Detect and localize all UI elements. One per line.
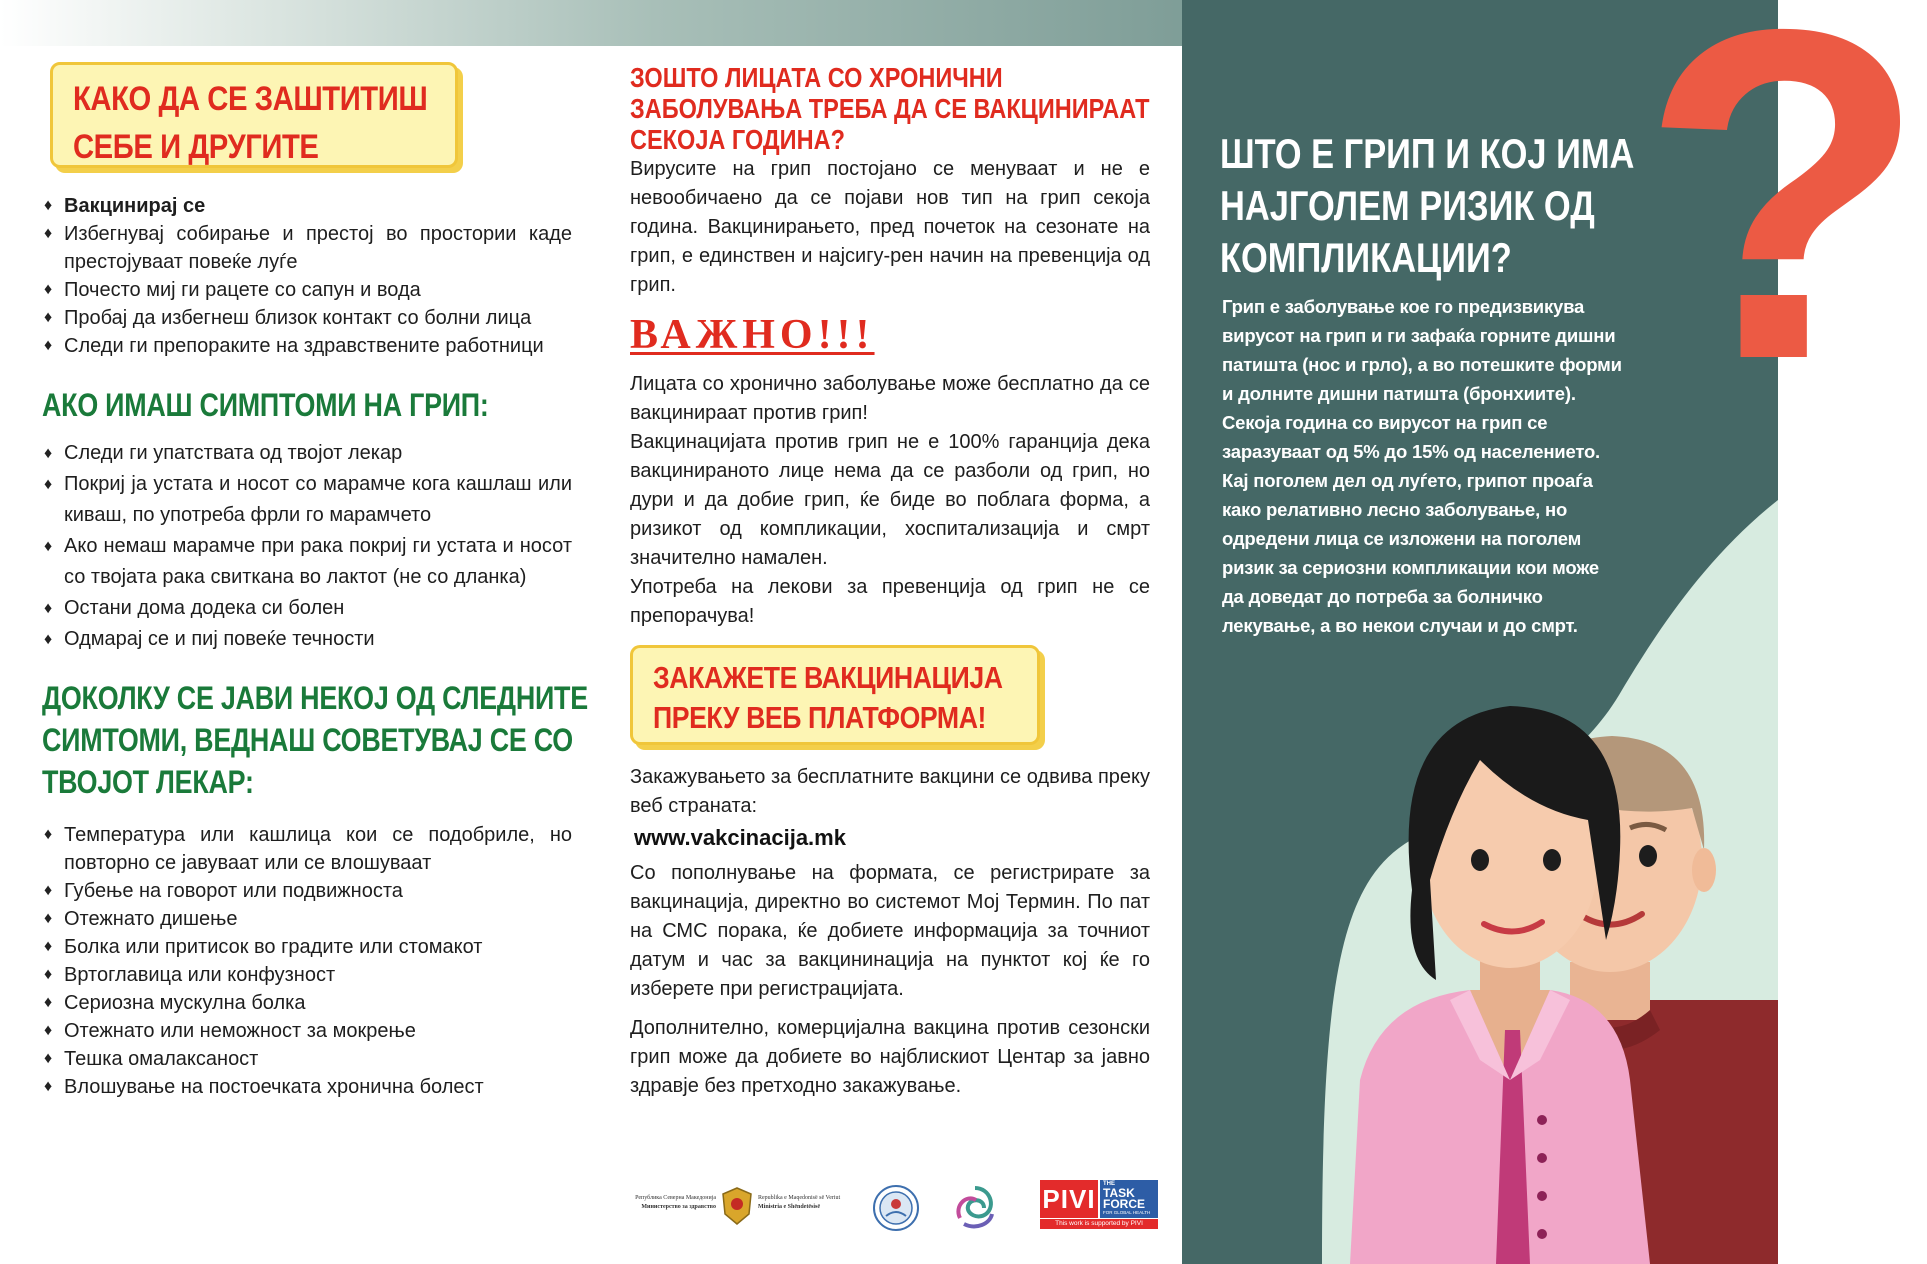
list-item: ♦ Отежнато или неможност за мокрење [42,1017,572,1045]
pivi-caption: This work is supported by PIVI [1040,1219,1158,1229]
list-item: ♦ Сериозна мускулна болка [42,989,572,1017]
partner-ribbon-logo [950,1184,1000,1230]
symptoms-list [42,438,572,655]
list-item: ♦ Вртоглавица или конфузност [42,961,572,989]
doctor-list [42,821,572,1101]
people-illustration [1320,700,1778,1264]
symptoms-heading: АКО ИМАШ СИМПТОМИ НА ГРИП: [42,387,489,423]
right-title [1220,128,1635,284]
important-text [630,370,1150,631]
list-item: ♦ Остани дома додека си болен [42,593,572,624]
top-gradient-bar [0,0,1190,46]
list-item: ♦ Губење на говорот или подвижноста [42,877,572,905]
logo-strip [624,1180,1160,1246]
list-item: ♦ Избегнувај собирање и престој во простории каде престојуваат повеќе луѓе [42,220,572,276]
chronic-heading [630,62,1150,155]
right-title-line: КОМПЛИКАЦИИ? [1220,234,1512,281]
list-item: ♦ Следи ги препораките на здравствените работници [42,332,572,360]
protect-badge [50,62,458,168]
protect-title-line: КАКО ДА СЕ ЗАШТИТИШ [73,80,428,118]
pivi-wordmark: PIVI [1040,1180,1098,1218]
vaccination-url-link[interactable]: www.vakcinacija.mk [634,825,846,850]
chronic-heading-line: СЕКОЈА ГОДИНА? [630,124,845,155]
doctor-heading-line: ТВОЈОТ ЛЕКАР: [42,764,254,800]
doctor-heading-line: ДОКОЛКУ СЕ ЈАВИ НЕКОЈ ОД СЛЕДНИТЕ [42,680,588,716]
list-item: ♦ Отежнато дишење [42,905,572,933]
list-item: ♦ Одмарај се и пиј повеќе течности [42,624,572,655]
web-text: Закажувањето за бесплатните вакцини се одвива преку веб страната: [630,766,1150,817]
doctor-heading [42,677,588,803]
form-text: Со пополнување на формата, се регистрирате за вакцинација, директно во системот Мој Термин. По пат на СМС порака, ќе добиете информација за точниот датум и час за вакцининација на пунктот кој ќе го изберете при регистрацијата. [630,862,1150,1000]
platform-badge-line: ЗАКАЖЕТЕ ВАКЦИНАЦИЈА [653,660,1003,695]
list-item: ♦ Ако немаш марамче при рака покриј ги устата и носот со твојата рака свиткана во лактот (не со дланка) [42,531,572,593]
protect-title-line: СЕБЕ И ДРУГИТЕ [73,128,319,166]
important-paragraph: Употреба на лекови за превенција од грип не се препорачува! [630,576,1150,627]
list-item: ♦ Болка или притисок во градите или стомакот [42,933,572,961]
left-column [42,60,588,1101]
ministry-al-text: Republika e Maqedonisë së Veriut Ministria e Shëndetësisë [758,1195,841,1210]
ministry-mk-text: Република Северна Македонија Министерство за здравство [635,1195,716,1210]
doctor-heading-line: СИМТОМИ, ВЕДНАШ СОВЕТУВАЈ СЕ СО [42,722,573,758]
important-paragraph: Вакцинацијата против грип не е 100% гаранција дека вакцинираното лице нема да се разболи од грип, но дури и да добие грип, ќе биде во поблага форма, а ризикот од компликации, хоспитализација и смрт значително намален. [630,431,1150,569]
list-item: ♦ Покриј ја устата и носот со марамче кога кашлаш или киваш, по употреба фрли го марамчето [42,469,572,531]
flu-description: Грип е заболување кое го предизвикува вирусот на грип и ги зафаќа горните дишни патишта (нос и грло), а во потешките форми и долните дишни патишта (бронхиите). Секоја година со вирусот на грип се заразуваат од 5% до 15% од населението. Кај поголем дел од луѓето, грипот проаѓа како релативно лесно заболување, но одредени лица се изложени на поголем ризик за сериозни компликации кои може да доведат до потреба за болничко лекување, а во некои случаи и до смрт. [1222,296,1622,636]
important-paragraph: Лицата со хронично заболување може бесплатно да се вакцинираат против грип! [630,373,1150,424]
question-mark-graphic: ? [1640,0,1927,457]
chronic-heading-line: ЗОШТО ЛИЦАТА СО ХРОНИЧНИ [630,62,1003,93]
platform-badge [630,645,1040,745]
commercial-text: Дополнително, комерцијална вакцина против сезонски грип може да добиете во најблискиот Центар за јавно здравје без претходно закажување. [630,1017,1150,1097]
task-force-wordmark: THE TASK FORCE FOR GLOBAL HEALTH [1100,1180,1158,1218]
public-health-institute-logo [872,1184,920,1232]
protect-list [42,192,572,360]
important-heading: ВАЖНО!!! [630,312,875,358]
list-item: ♦ Следи ги упатствата од твојот лекар [42,438,572,469]
chronic-text: Вирусите на грип постојано се менуваат и не е невообичаено да се појави нов тип на грип секоја година. Вакцинирањето, пред почеток на сезонате на грип, е единствен и најсигу-рен начин на превенција од грип. [630,158,1150,296]
list-item: ♦ Температура или кашлица кои се подобриле, но повторно се јавуваат или се влошуваат [42,821,572,877]
platform-badge-line: ПРЕКУ ВЕБ ПЛАТФОРМА! [653,700,986,735]
list-item: ♦ Влошување на постоечката хронична болест [42,1073,572,1101]
coat-of-arms-icon [720,1186,754,1226]
list-item: ♦ Тешка омалаксаност [42,1045,572,1073]
list-item: ♦ Вакцинирај се [42,192,572,220]
chronic-heading-line: ЗАБОЛУВАЊА ТРЕБА ДА СЕ ВАКЦИНИРААТ [630,93,1150,124]
right-title-line: НАЈГОЛЕМ РИЗИК ОД [1220,182,1595,229]
pivi-logo [1040,1180,1160,1230]
list-item: ♦ Почесто миј ги рацете со сапун и вода [42,276,572,304]
middle-column [630,62,1150,1101]
right-title-line: ШТО Е ГРИП И КОЈ ИМА [1220,130,1635,177]
list-item: ♦ Пробај да избегнеш близок контакт со болни лица [42,304,572,332]
